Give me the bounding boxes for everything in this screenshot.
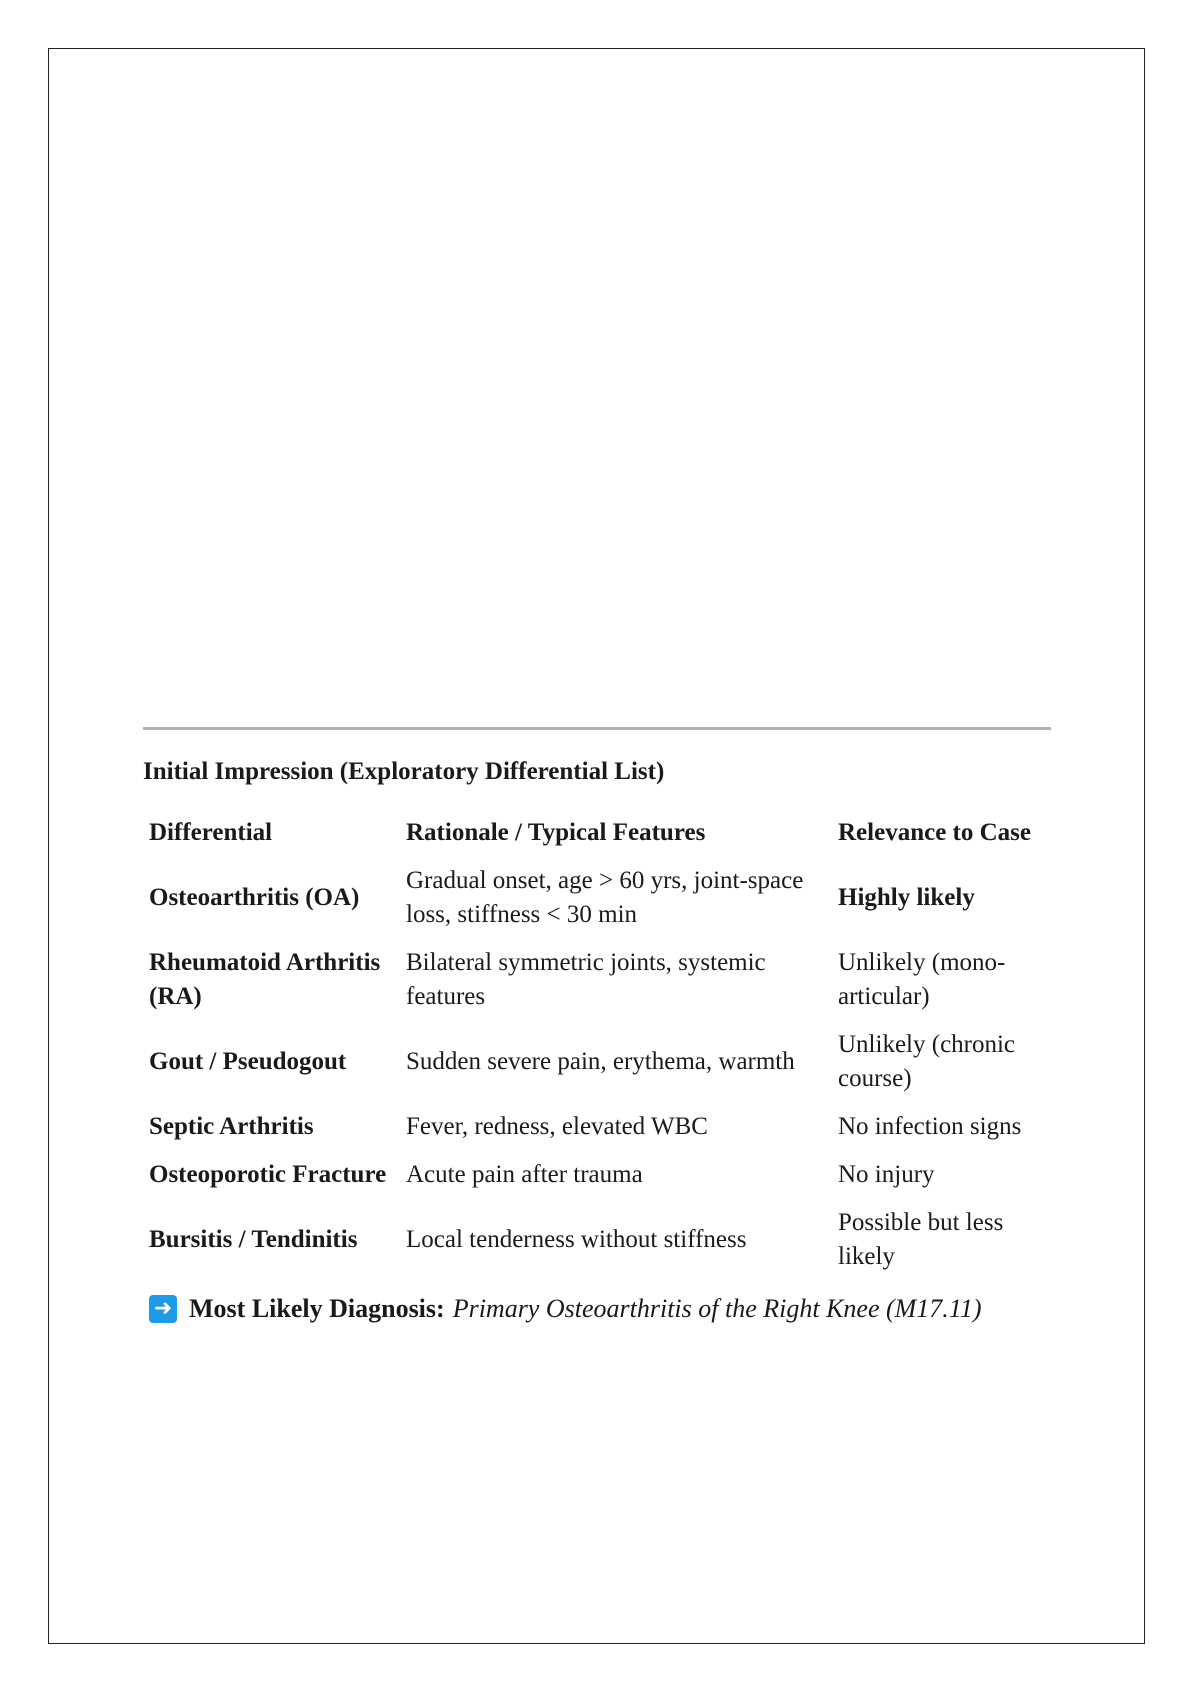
section-title: Initial Impression (Exploratory Differential List) bbox=[143, 758, 665, 785]
table-body bbox=[143, 858, 1051, 1282]
cell-differential: Osteoarthritis (OA) bbox=[149, 884, 360, 911]
cell-relevance: Possible but less likely bbox=[838, 1209, 1004, 1270]
table-header-row bbox=[143, 810, 1051, 858]
differential-table bbox=[143, 810, 1051, 1282]
cell-differential: Gout / Pseudogout bbox=[149, 1048, 347, 1075]
cell-rationale: Acute pain after trauma bbox=[406, 1161, 643, 1188]
table-row bbox=[143, 1104, 1051, 1152]
cell-rationale: Fever, redness, elevated WBC bbox=[406, 1113, 708, 1140]
header-rationale: Rationale / Typical Features bbox=[406, 819, 706, 846]
cell-differential: Septic Arthritis bbox=[149, 1113, 314, 1140]
table-row bbox=[143, 858, 1051, 940]
cell-rationale: Bilateral symmetric joints, systemic features bbox=[406, 949, 766, 1010]
right-arrow-icon: ➜ bbox=[149, 1295, 177, 1323]
document-content bbox=[143, 727, 1051, 1326]
cell-differential: Osteoporotic Fracture bbox=[149, 1161, 387, 1188]
cell-rationale: Local tenderness without stiffness bbox=[406, 1226, 747, 1253]
table-row bbox=[143, 940, 1051, 1022]
cell-differential: Bursitis / Tendinitis bbox=[149, 1226, 358, 1253]
cell-relevance: No injury bbox=[838, 1161, 935, 1188]
most-likely-diagnosis bbox=[143, 1292, 1051, 1326]
cell-relevance: No infection signs bbox=[838, 1113, 1022, 1140]
table-row bbox=[143, 1022, 1051, 1104]
header-relevance: Relevance to Case bbox=[838, 819, 1031, 846]
table-row bbox=[143, 1152, 1051, 1200]
cell-relevance: Highly likely bbox=[838, 884, 975, 911]
cell-rationale: Sudden severe pain, erythema, warmth bbox=[406, 1048, 795, 1075]
cell-rationale: Gradual onset, age > 60 yrs, joint-space loss, stiffness < 30 min bbox=[406, 867, 804, 928]
cell-relevance: Unlikely (mono-articular) bbox=[838, 949, 1006, 1010]
cell-differential: Rheumatoid Arthritis (RA) bbox=[149, 949, 381, 1010]
table-row bbox=[143, 1200, 1051, 1282]
diagnosis-value: Primary Osteoarthritis of the Right Knee (M17.11) bbox=[452, 1294, 982, 1323]
horizontal-rule bbox=[143, 727, 1051, 730]
diagnosis-label: Most Likely Diagnosis: bbox=[189, 1294, 445, 1323]
header-differential: Differential bbox=[149, 819, 273, 846]
cell-relevance: Unlikely (chronic course) bbox=[838, 1031, 1016, 1092]
